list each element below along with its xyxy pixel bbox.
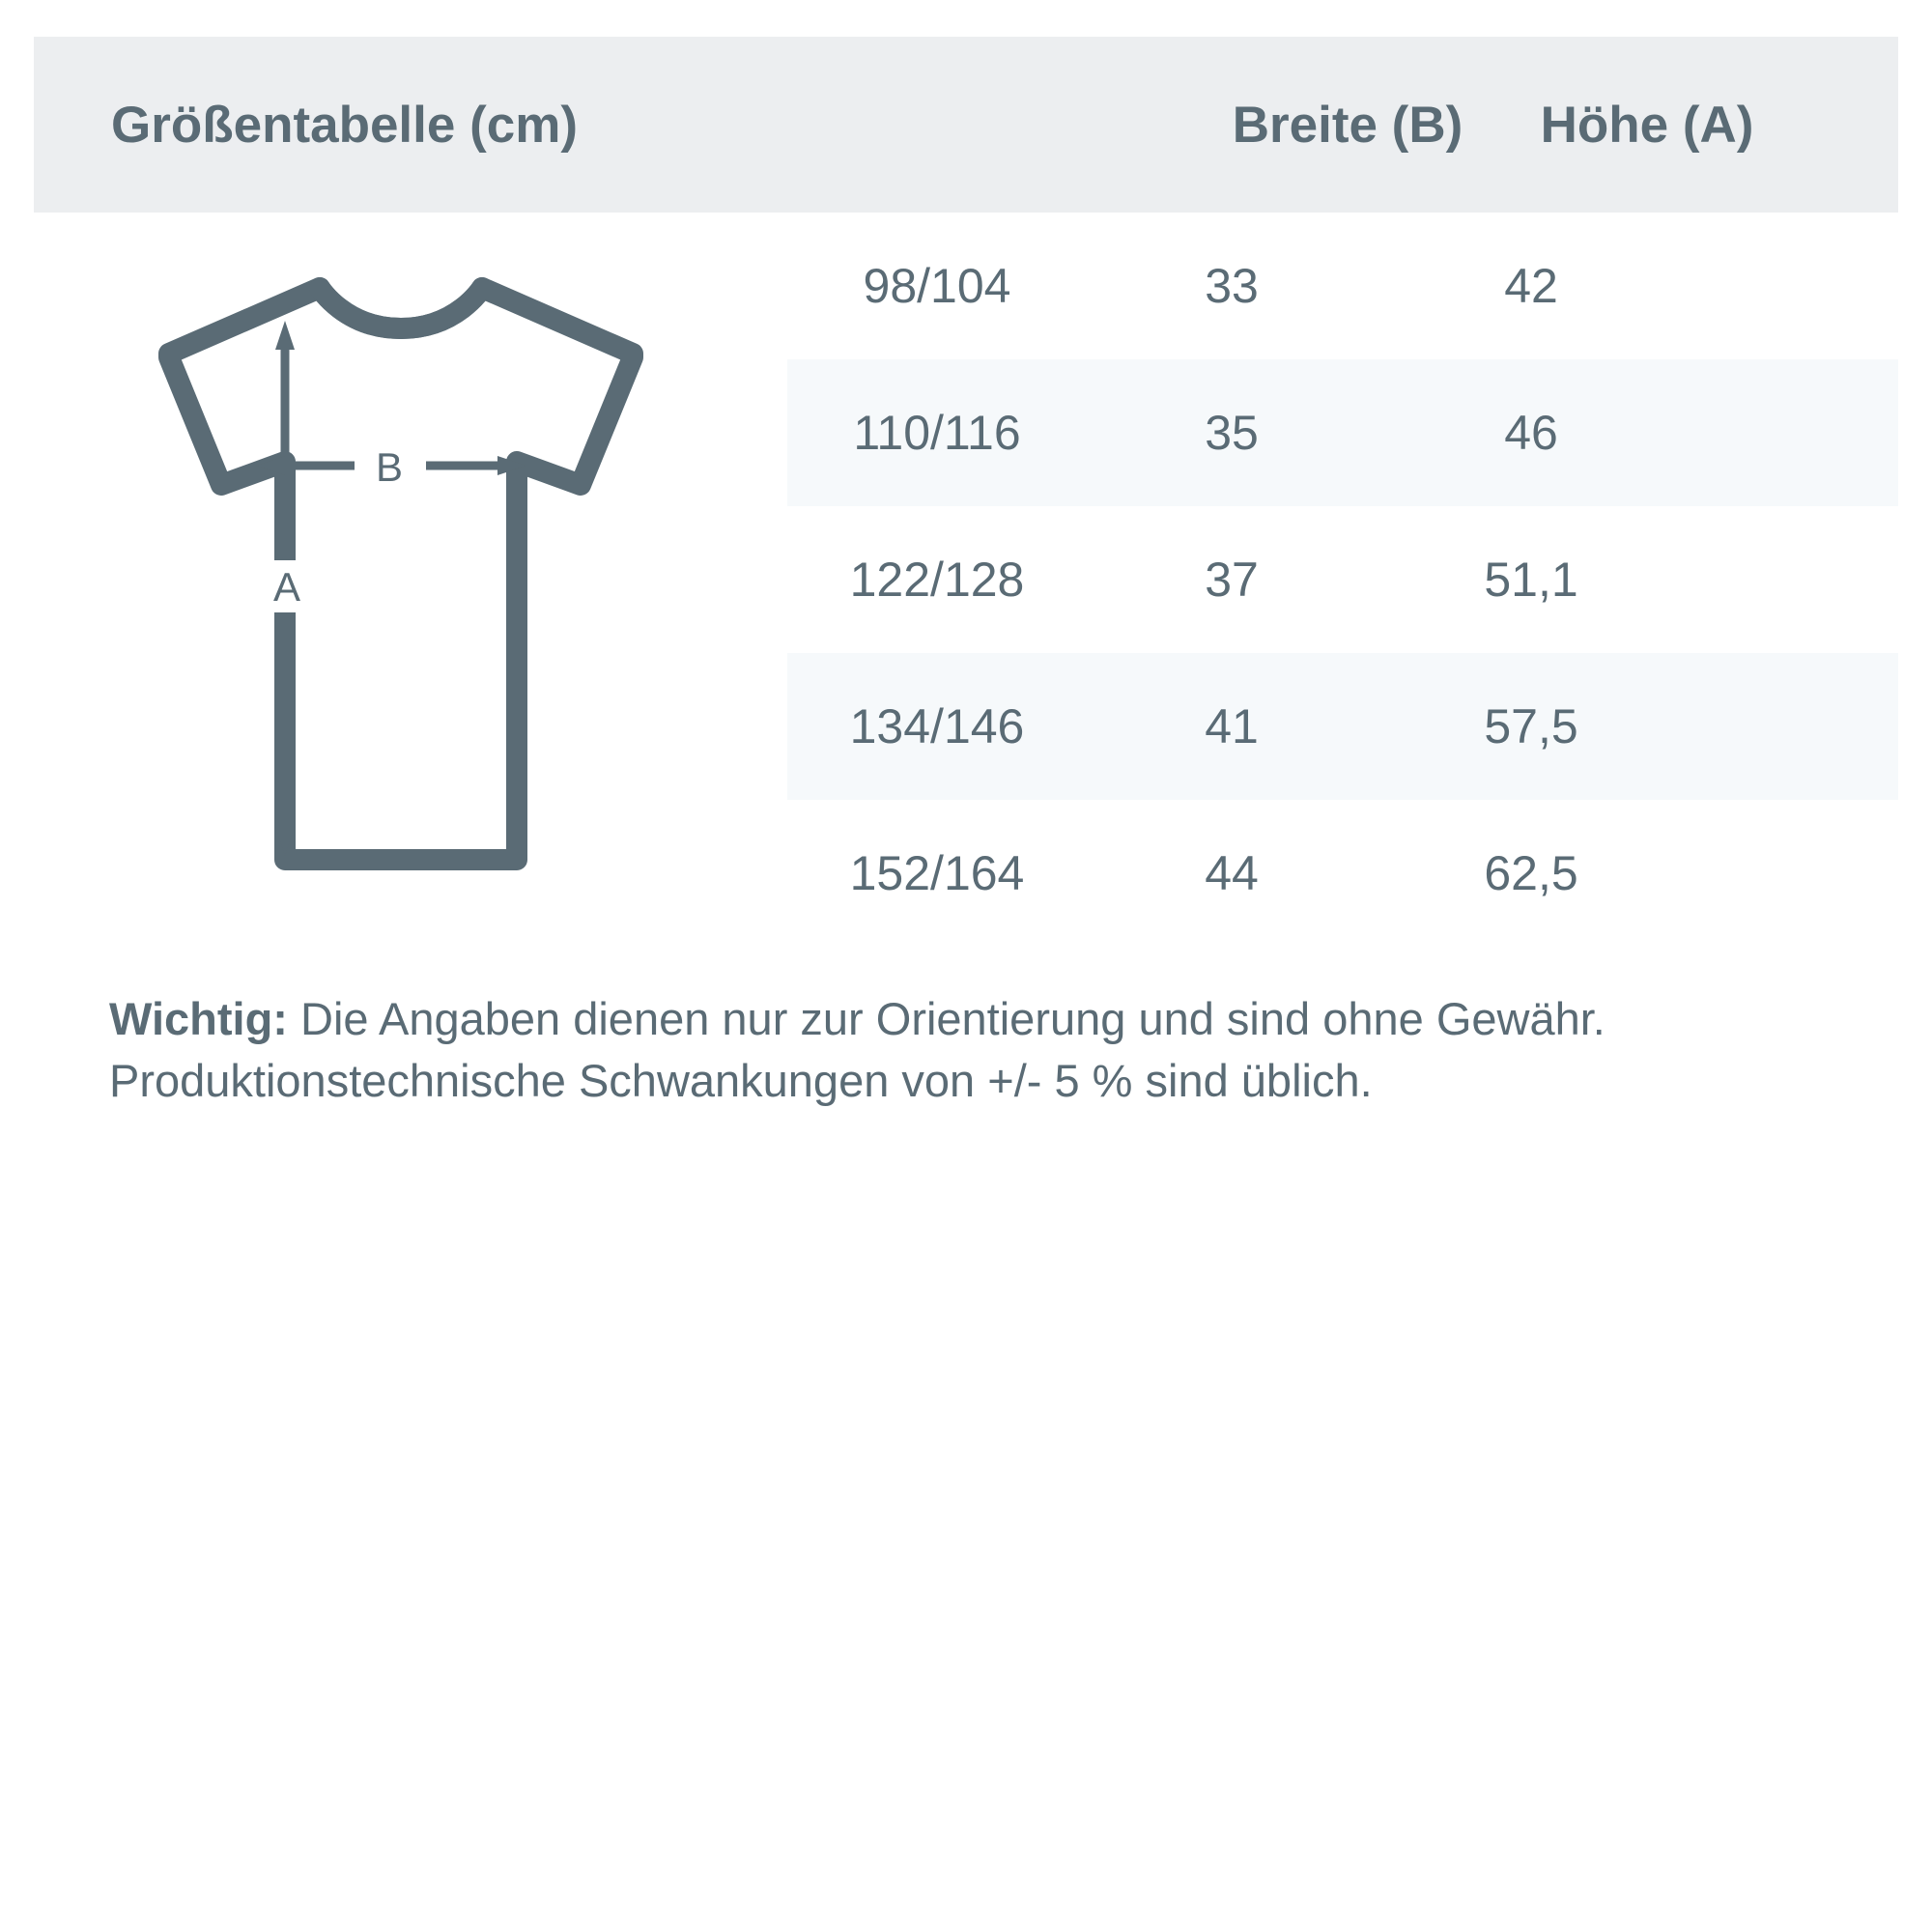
cell-height: 42 [1504,259,1558,313]
cell-width: 37 [1205,553,1259,607]
table-row [787,800,1898,947]
size-chart [34,37,1898,1106]
size-table [787,213,1898,947]
cell-size: 110/116 [853,406,1021,460]
cell-size: 134/146 [849,699,1025,753]
disclaimer-lead: Wichtig: [109,993,288,1044]
cell-height: 57,5 [1484,699,1578,753]
table-row [787,213,1898,359]
disclaimer-note [109,988,1896,1112]
table-row [787,359,1898,506]
page-title: Größentabelle (cm) [111,96,578,154]
table-row [787,506,1898,653]
cell-size: 152/164 [849,846,1025,900]
cell-width: 33 [1205,259,1259,313]
tshirt-diagram [92,261,710,898]
cell-size: 122/128 [849,553,1025,607]
disclaimer-text: Die Angaben dienen nur zur Orientierung und sind ohne Gewähr. Produktionstechnische Schwankungen von +/- 5 % sind üblich. [109,993,1605,1106]
cell-height: 62,5 [1484,846,1578,900]
cell-width: 44 [1205,846,1259,900]
tshirt-icon [92,261,710,898]
cell-height: 51,1 [1484,553,1578,607]
cell-width: 41 [1205,699,1259,753]
column-header-width: Breite (B) [1232,96,1463,154]
cell-size: 98/104 [863,259,1011,313]
table-row [787,653,1898,800]
column-header-height: Höhe (A) [1540,96,1754,154]
size-chart-body [34,213,1898,947]
label-height: A [272,564,301,610]
size-chart-header [34,37,1898,213]
label-width: B [375,444,404,490]
cell-width: 35 [1205,406,1259,460]
cell-height: 46 [1504,406,1558,460]
